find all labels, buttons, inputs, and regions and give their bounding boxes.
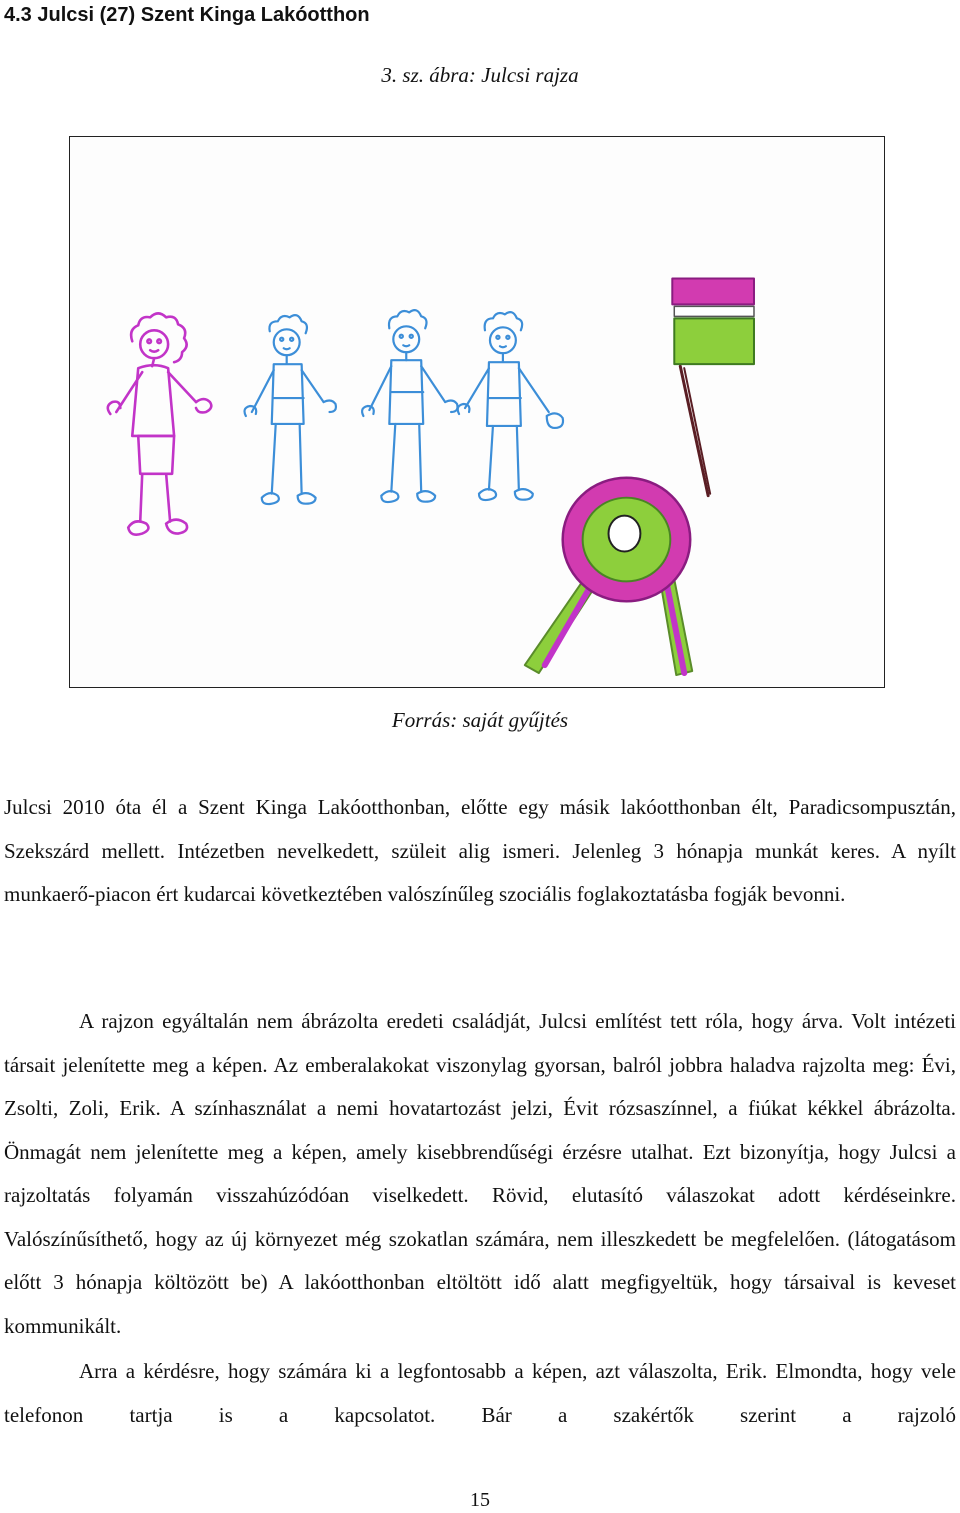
- figure-erik: [458, 312, 563, 500]
- paragraph-analysis: A rajzon egyáltalán nem ábrázolta eredeti családját, Julcsi említést tett róla, hogy árva. Volt intézeti társait jelenítette meg a képen. Az emberalakokat viszonylag gyorsan, balról jobbra haladva rajzolta meg: Évi, Zsolti, Zoli, Erik. A színhasználat a nemi hovatartozást jelzi, Évit rózsaszínnel, a fiúkat kékkel ábrázolta. Önmagát nem jelenítette meg a képen, amely kisebbrendűségi érzésre utalhat. Ezt bizonyítja, hogy Julcsi a rajzoltatás folyamán visszahúzódóan viselkedett. Rövid, elutasító válaszokat adott kérdéseinkre. Valószínűsíthető, hogy az új környezet még szokatlan számára, nem illeszkedett be megfelelően. (látogatásom előtt 3 hónapja költözött be) A lakóotthonban eltöltött idő alatt megfigyeltük, hogy társaival is keveset kommunikált.: [4, 1009, 956, 1338]
- page-number: 15: [470, 1489, 490, 1511]
- figure-zsolti: [245, 315, 336, 504]
- figure-zoli: [362, 310, 457, 502]
- wreath-with-ribbons: [525, 478, 692, 675]
- paragraph-intro: Julcsi 2010 óta él a Szent Kinga Lakóotthonban, előtte egy másik lakóotthonban élt, Paradicsompusztán, Szekszárd mellett. Intézetben nevelkedett, szüleit alig ismeri. Jelenleg 3 hónapja munkát keres. A nyílt munkaerő-piacon ért kudarcai következtében valószínűleg szociális foglakoztatásba fogják bevonni.: [4, 795, 956, 906]
- section-heading: 4.3 Julcsi (27) Szent Kinga Lakóotthon: [4, 4, 370, 26]
- paragraph-most-important: Arra a kérdésre, hogy számára ki a legfontosabb a képen, azt válaszolta, Erik. Elmondta, hogy vele telefonon tartja is a kapcsolatot. Bár a szakértők szerint a rajzoló: [4, 1359, 956, 1427]
- source-caption: Forrás: saját gyűjtés: [391, 708, 569, 732]
- child-drawing-figure: [69, 136, 885, 688]
- figure-evi: [108, 313, 212, 534]
- figure-caption: 3. sz. ábra: Julcsi rajza: [381, 63, 579, 87]
- flag: [672, 278, 754, 495]
